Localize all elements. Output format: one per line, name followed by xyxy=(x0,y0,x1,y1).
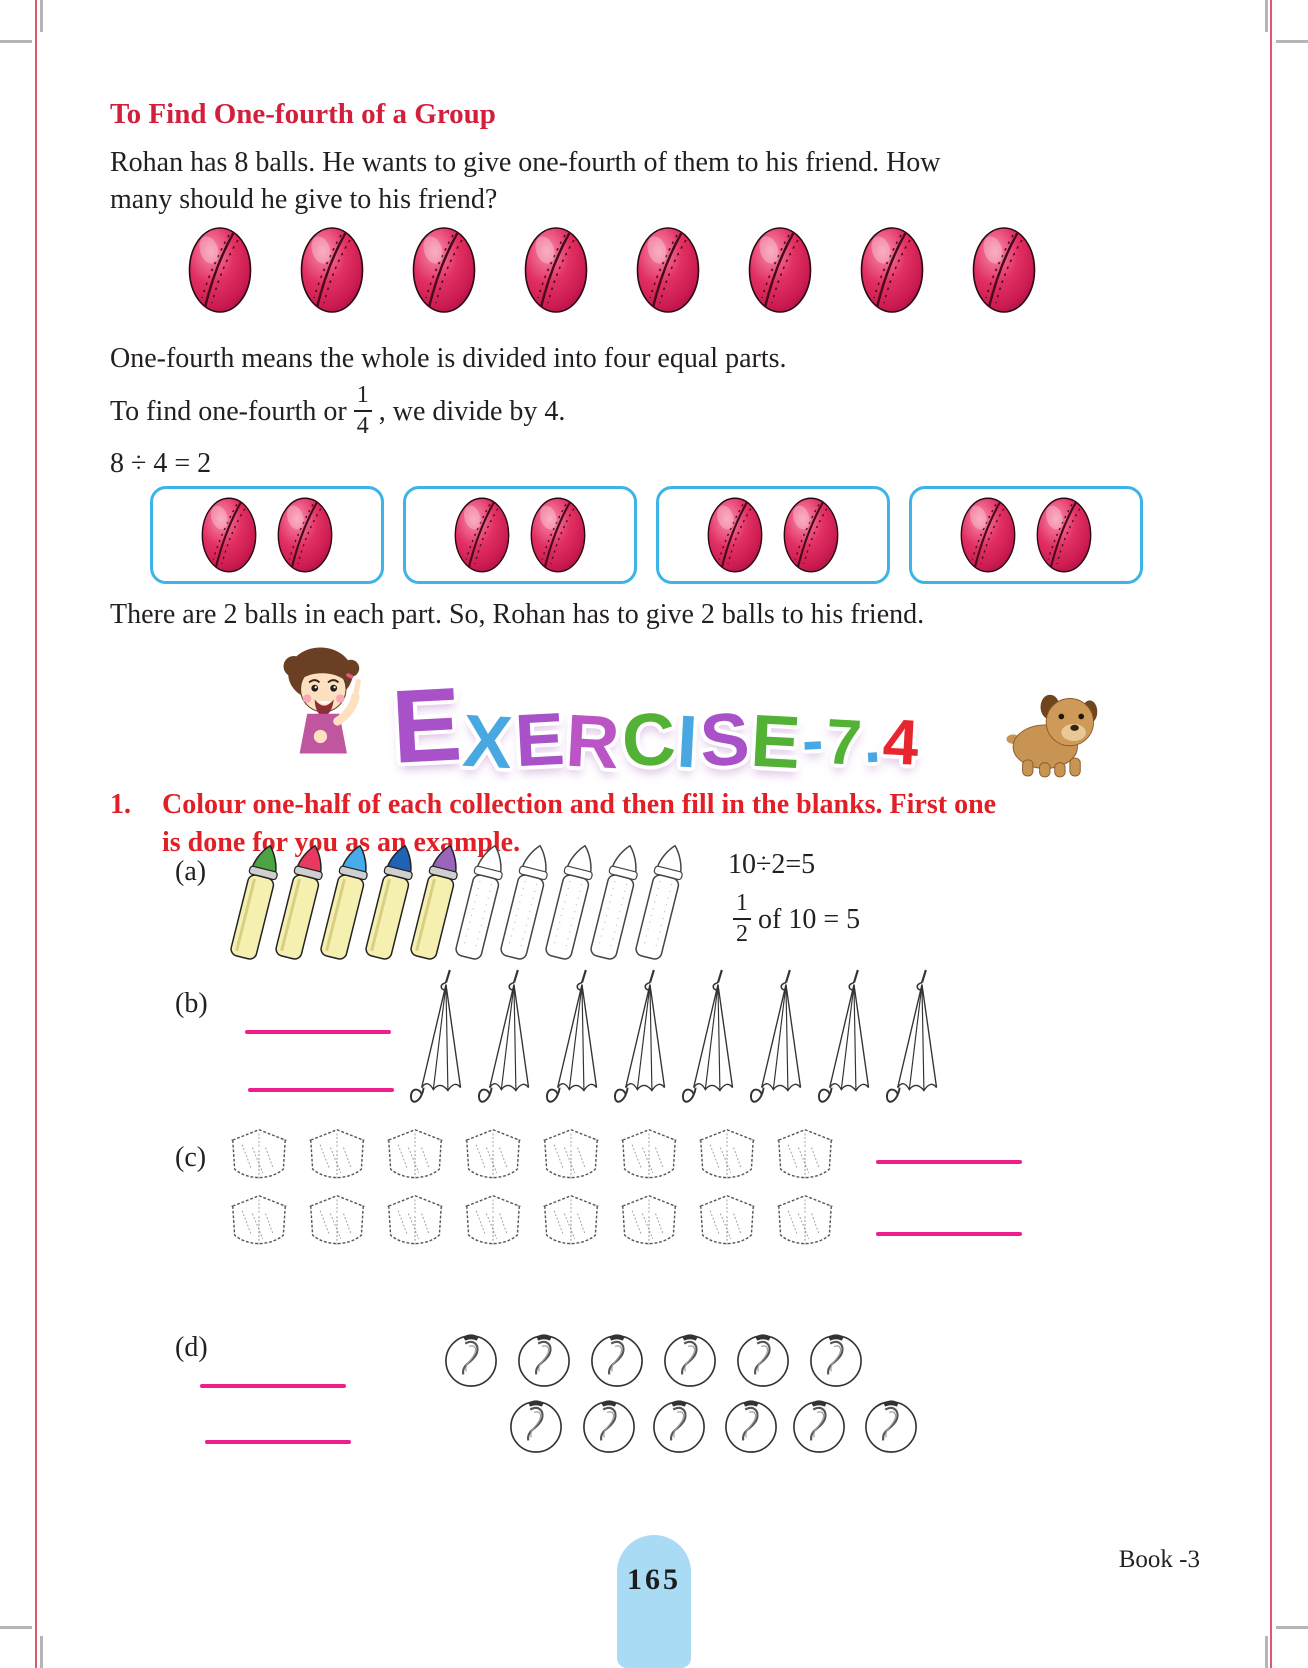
intro-line-1: Rohan has 8 balls. He wants to give one-fourth of them to his friend. How xyxy=(110,147,941,178)
baskets-row-2 xyxy=(222,1192,846,1254)
marble-icon xyxy=(809,1330,863,1388)
basket-icon xyxy=(534,1192,608,1252)
banner-letter: 7 xyxy=(823,705,866,780)
crop-mark-bottom-left-v xyxy=(40,1636,43,1668)
banner-letter: . xyxy=(861,703,885,777)
cricket-ball-icon xyxy=(188,226,252,314)
meaning-sentence: One-fourth means the whole is divided into four equal parts. xyxy=(110,343,787,374)
instruction-line-1: Colour one-half of each collection and then fill in the blanks. First one xyxy=(162,789,997,820)
crop-mark-top-left-v xyxy=(40,0,43,32)
conclusion-sentence: There are 2 balls in each part. So, Rohan has to give 2 balls to his friend. xyxy=(110,599,925,630)
umbrella-icon xyxy=(682,966,752,1114)
umbrella-icon xyxy=(614,966,684,1114)
cricket-ball-icon xyxy=(636,226,700,314)
cricket-ball-icon xyxy=(524,226,588,314)
item-c-label: (c) xyxy=(175,1142,207,1173)
cricket-ball-icon xyxy=(960,496,1016,574)
cricket-ball-icon xyxy=(972,226,1036,314)
cricket-ball-icon xyxy=(454,496,510,574)
umbrellas-collection xyxy=(410,966,970,1116)
marble-icon xyxy=(663,1330,717,1388)
left-bleed-line xyxy=(35,0,37,1668)
banner-letter: C xyxy=(619,697,680,783)
baskets-row-1 xyxy=(222,1126,846,1188)
cricket-ball-icon xyxy=(201,496,257,574)
question-number: 1. xyxy=(110,789,131,820)
umbrella-icon xyxy=(750,966,820,1114)
basket-icon xyxy=(534,1126,608,1186)
fraction-numerator: 1 xyxy=(733,891,751,919)
marble-icon xyxy=(444,1330,498,1388)
umbrella-icon xyxy=(478,966,548,1114)
crayons-collection xyxy=(236,842,706,968)
crop-mark-bottom-right-v xyxy=(1265,1636,1268,1668)
crop-mark-top-right-h xyxy=(1276,40,1308,43)
page-number-tab xyxy=(617,1535,691,1668)
fraction-numerator: 1 xyxy=(354,383,372,411)
one-fourth-fraction xyxy=(354,383,372,438)
basket-icon xyxy=(690,1126,764,1186)
crop-mark-top-right-v xyxy=(1265,0,1268,32)
banner-letter: - xyxy=(800,703,828,777)
intro-paragraph xyxy=(110,144,1140,218)
group-box-1 xyxy=(150,486,384,584)
cricket-ball-icon xyxy=(783,496,839,574)
marble-icon xyxy=(724,1396,778,1454)
group-box-2 xyxy=(403,486,637,584)
banner-letter: 4 xyxy=(881,705,923,780)
banner-letter: E xyxy=(748,699,805,785)
item-a-fraction-answer xyxy=(726,884,860,954)
marbles-row-2 xyxy=(509,1396,929,1454)
book-label: Book -3 xyxy=(1118,1546,1200,1573)
marbles-row-1 xyxy=(444,1330,864,1388)
answer-blank[interactable] xyxy=(245,1030,391,1034)
umbrella-icon xyxy=(410,966,480,1114)
item-a-equation: 10÷2=5 xyxy=(728,849,816,880)
dog-mascot-image xyxy=(998,688,1102,778)
divide-sentence xyxy=(110,378,565,444)
exercise-banner-title xyxy=(388,652,923,787)
umbrella-icon xyxy=(818,966,888,1114)
basket-icon xyxy=(222,1126,296,1186)
basket-icon xyxy=(456,1192,530,1252)
banner-letter: R xyxy=(563,699,624,785)
banner-letter: S xyxy=(697,697,754,783)
intro-line-2: many should he give to his friend? xyxy=(110,184,498,215)
umbrella-icon xyxy=(546,966,616,1114)
balls-row xyxy=(188,226,1068,316)
banner-letter: X xyxy=(461,699,517,785)
item-b-label: (b) xyxy=(175,988,208,1019)
basket-icon xyxy=(300,1192,374,1252)
marble-icon xyxy=(509,1396,563,1454)
umbrella-icon xyxy=(886,966,956,1114)
cricket-ball-icon xyxy=(860,226,924,314)
divide-sentence-suffix: , we divide by 4. xyxy=(378,395,566,427)
cricket-ball-icon xyxy=(300,226,364,314)
group-box-4 xyxy=(909,486,1143,584)
girl-mascot-image xyxy=(268,638,388,780)
marble-icon xyxy=(864,1396,918,1454)
basket-icon xyxy=(222,1192,296,1252)
marble-icon xyxy=(590,1330,644,1388)
basket-icon xyxy=(612,1192,686,1252)
fraction-denominator: 4 xyxy=(356,412,369,439)
cricket-ball-icon xyxy=(748,226,812,314)
marble-icon xyxy=(652,1396,706,1454)
section-heading: To Find One-fourth of a Group xyxy=(110,98,496,130)
marble-icon xyxy=(792,1396,846,1454)
basket-icon xyxy=(456,1126,530,1186)
crop-mark-top-left-h xyxy=(0,40,32,43)
answer-blank[interactable] xyxy=(205,1440,351,1444)
cricket-ball-icon xyxy=(277,496,333,574)
division-equation: 8 ÷ 4 = 2 xyxy=(110,448,212,479)
answer-blank[interactable] xyxy=(876,1232,1022,1236)
basket-icon xyxy=(378,1126,452,1186)
right-bleed-line xyxy=(1270,0,1272,1668)
cricket-ball-icon xyxy=(1036,496,1092,574)
item-a-label: (a) xyxy=(175,856,207,887)
crop-mark-bottom-right-h xyxy=(1276,1626,1308,1629)
marble-icon xyxy=(517,1330,571,1388)
basket-icon xyxy=(690,1192,764,1252)
group-box-3 xyxy=(656,486,890,584)
cricket-ball-icon xyxy=(530,496,586,574)
cricket-ball-icon xyxy=(412,226,476,314)
item-d-label: (d) xyxy=(175,1332,208,1363)
divide-sentence-prefix: To find one-fourth or xyxy=(110,395,347,427)
basket-icon xyxy=(378,1192,452,1252)
fraction-denominator: 2 xyxy=(736,920,748,947)
answer-blank[interactable] xyxy=(200,1384,346,1388)
basket-icon xyxy=(300,1126,374,1186)
page-number: 165 xyxy=(627,1563,681,1596)
one-half-fraction xyxy=(733,891,751,946)
answer-blank[interactable] xyxy=(876,1160,1022,1164)
basket-icon xyxy=(612,1126,686,1186)
marble-icon xyxy=(736,1330,790,1388)
banner-letter: I xyxy=(674,699,702,784)
instruction-line-2: is done for you as an example. xyxy=(162,827,521,858)
basket-icon xyxy=(768,1126,842,1186)
crop-mark-bottom-left-h xyxy=(0,1626,32,1629)
banner-letter: E xyxy=(512,697,569,783)
answer-blank[interactable] xyxy=(248,1088,394,1092)
banner-letter: E xyxy=(388,666,467,787)
cricket-ball-icon xyxy=(707,496,763,574)
item-a-fraction-suffix: of 10 = 5 xyxy=(758,903,861,935)
marble-icon xyxy=(582,1396,636,1454)
basket-icon xyxy=(768,1192,842,1252)
